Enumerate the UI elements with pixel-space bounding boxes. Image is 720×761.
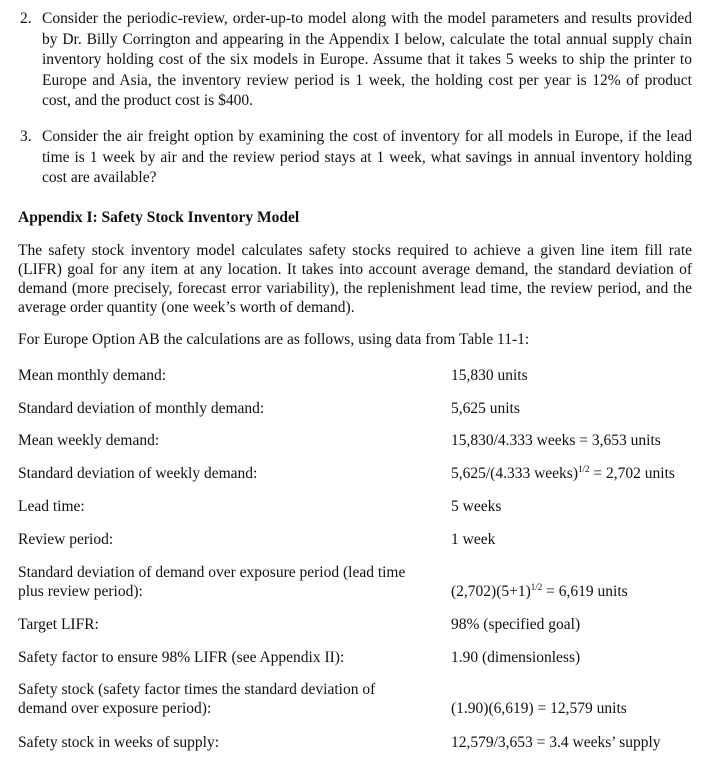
appendix-intro: The safety stock inventory model calculates safety stocks required to achieve a given line item fill rate (LIFR) goal for any item at any location. It takes into account average demand, the standard deviation of demand (more precisely, forecast error variability), the replenishment lead time, the review period, and the average order quantity (one week’s worth of demand).	[18, 242, 692, 316]
value-part: (2,702)(5+1)	[451, 583, 531, 600]
appendix-title: Appendix I: Safety Stock Inventory Model	[18, 209, 300, 226]
calc-label: Safety stock (safety factor times the standard deviation of demand over exposure period):	[18, 681, 376, 717]
calc-value: 15,830 units	[451, 367, 528, 384]
calc-label: Review period:	[18, 531, 114, 548]
question-text: Consider the periodic-review, order-up-to model along with the model parameters and results provided by Dr. Billy Corrington and appearing in the Appendix I below, calculate the total annual supply chain inventory holding cost of the six models in Europe. Assume that it takes 5 weeks to ship the printer to Europe and Asia, the inventory review period is 1 week, the holding cost per year is 12% of product cost, and the product cost is $400.	[42, 10, 692, 109]
calc-value: 5,625 units	[451, 400, 520, 417]
question-number: 2.	[20, 10, 32, 27]
calc-value: 12,579/3,653 = 3.4 weeks’ supply	[451, 734, 661, 751]
calc-value: 15,830/4.333 weeks = 3,653 units	[451, 432, 661, 449]
calc-label: Target LIFR:	[18, 616, 99, 633]
question-number: 3.	[20, 128, 32, 145]
question-text: Consider the air freight option by examining the cost of inventory for all models in Europe, if the lead time is 1 week by air and the review period stays at 1 week, what savings in annual inventory holding cost are available?	[42, 128, 692, 186]
calc-label: Standard deviation of demand over exposure period (lead time plus review period):	[18, 564, 406, 600]
calc-label: Standard deviation of weekly demand:	[18, 465, 258, 482]
calc-value	[451, 464, 675, 483]
calc-label: Lead time:	[18, 498, 85, 515]
calc-label: Standard deviation of monthly demand:	[18, 400, 265, 417]
exponent: 1/2	[578, 463, 590, 474]
calc-value: 5 weeks	[451, 498, 502, 515]
value-part: = 2,702 units	[589, 465, 675, 482]
calc-value: (1.90)(6,619) = 12,579 units	[451, 700, 627, 717]
calc-label: Safety factor to ensure 98% LIFR (see Appendix II):	[18, 649, 345, 666]
calc-label: Safety stock in weeks of supply:	[18, 734, 220, 751]
question-3	[20, 127, 692, 189]
appendix-lead: For Europe Option AB the calculations are as follows, using data from Table 11-1:	[18, 331, 530, 348]
value-part: 5,625/(4.333 weeks)	[451, 465, 578, 482]
question-2	[20, 9, 692, 112]
calc-value: 98% (specified goal)	[451, 616, 581, 633]
calc-value	[451, 582, 628, 601]
calc-label: Mean weekly demand:	[18, 432, 160, 449]
value-part: = 6,619 units	[542, 583, 628, 600]
calc-label: Mean monthly demand:	[18, 367, 167, 384]
calc-value: 1 week	[451, 531, 496, 548]
exponent: 1/2	[530, 581, 543, 592]
calc-value: 1.90 (dimensionless)	[451, 649, 581, 666]
